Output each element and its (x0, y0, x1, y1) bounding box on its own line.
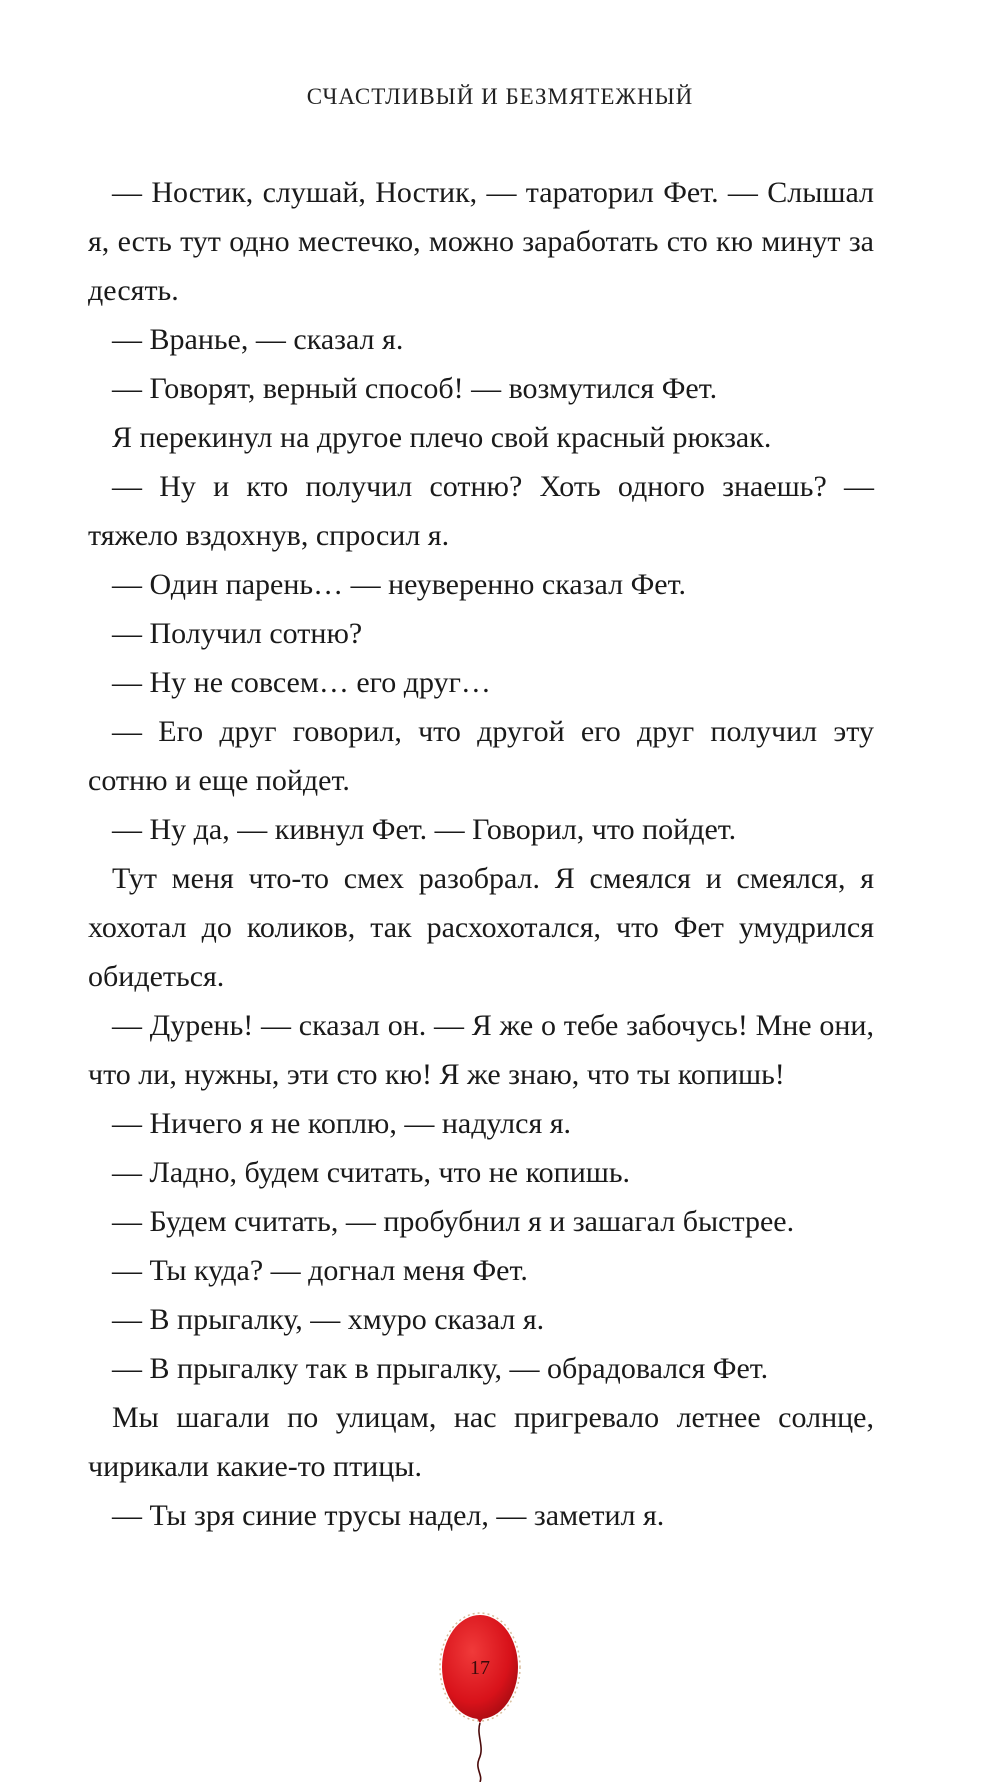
paragraph: — Его друг говорил, что другой его друг получил эту сотню и еще пойдет. (88, 715, 874, 797)
body-text (88, 168, 874, 1540)
page-number: 17 (470, 1657, 490, 1679)
paragraph: — Дурень! — сказал он. — Я же о тебе забочусь! Мне они, что ли, нужны, эти сто кю! Я же знаю, что ты копишь! (88, 1009, 874, 1091)
paragraph: Я перекинул на другое плечо свой красный рюкзак. (112, 421, 772, 454)
balloon-string (478, 1723, 481, 1782)
running-title: СЧАСТЛИВЫЙ И БЕЗМЯТЕЖНЫЙ (306, 84, 694, 109)
paragraph: — Ты зря синие трусы надел, — заметил я. (112, 1499, 665, 1532)
paragraph: — Ностик, слушай, Ностик, — тараторил Фет. — Слышал я, есть тут одно местечко, можно заработать сто кю минут за десять. (88, 176, 874, 307)
paragraph: — Ладно, будем считать, что не копишь. (112, 1156, 631, 1189)
paragraph: — Один парень… — неуверенно сказал Фет. (112, 568, 686, 601)
paragraph: — Ты куда? — догнал меня Фет. (112, 1254, 528, 1287)
paragraph: — Ну да, — кивнул Фет. — Говорил, что пойдет. (112, 813, 737, 846)
paragraph: — Ну не совсем… его друг… (112, 666, 491, 699)
paragraph: — В прыгалку, — хмуро сказал я. (112, 1303, 545, 1336)
page-number-balloon (430, 1605, 530, 1782)
paragraph: — Ну и кто получил сотню? Хоть одного знаешь? — тяжело вздохнув, спросил я. (88, 470, 874, 552)
paragraph: Тут меня что-то смех разобрал. Я смеялся и смеялся, я хохотал до коликов, так расхохотался, что Фет умудрился обидеться. (88, 862, 874, 993)
paragraph: — Говорят, верный способ! — возмутился Фет. (112, 372, 718, 405)
paragraph: — В прыгалку так в прыгалку, — обрадовался Фет. (112, 1352, 769, 1385)
paragraph: — Получил сотню? (112, 617, 363, 650)
paragraph: — Вранье, — сказал я. (112, 323, 404, 356)
paragraph: Мы шагали по улицам, нас пригревало летнее солнце, чирикали какие-то птицы. (88, 1401, 874, 1483)
paragraph: — Ничего я не коплю, — надулся я. (112, 1107, 572, 1140)
paragraph: — Будем считать, — пробубнил я и зашагал быстрее. (112, 1205, 795, 1238)
balloon-knot (476, 1717, 484, 1723)
balloon-icon (430, 1605, 530, 1782)
